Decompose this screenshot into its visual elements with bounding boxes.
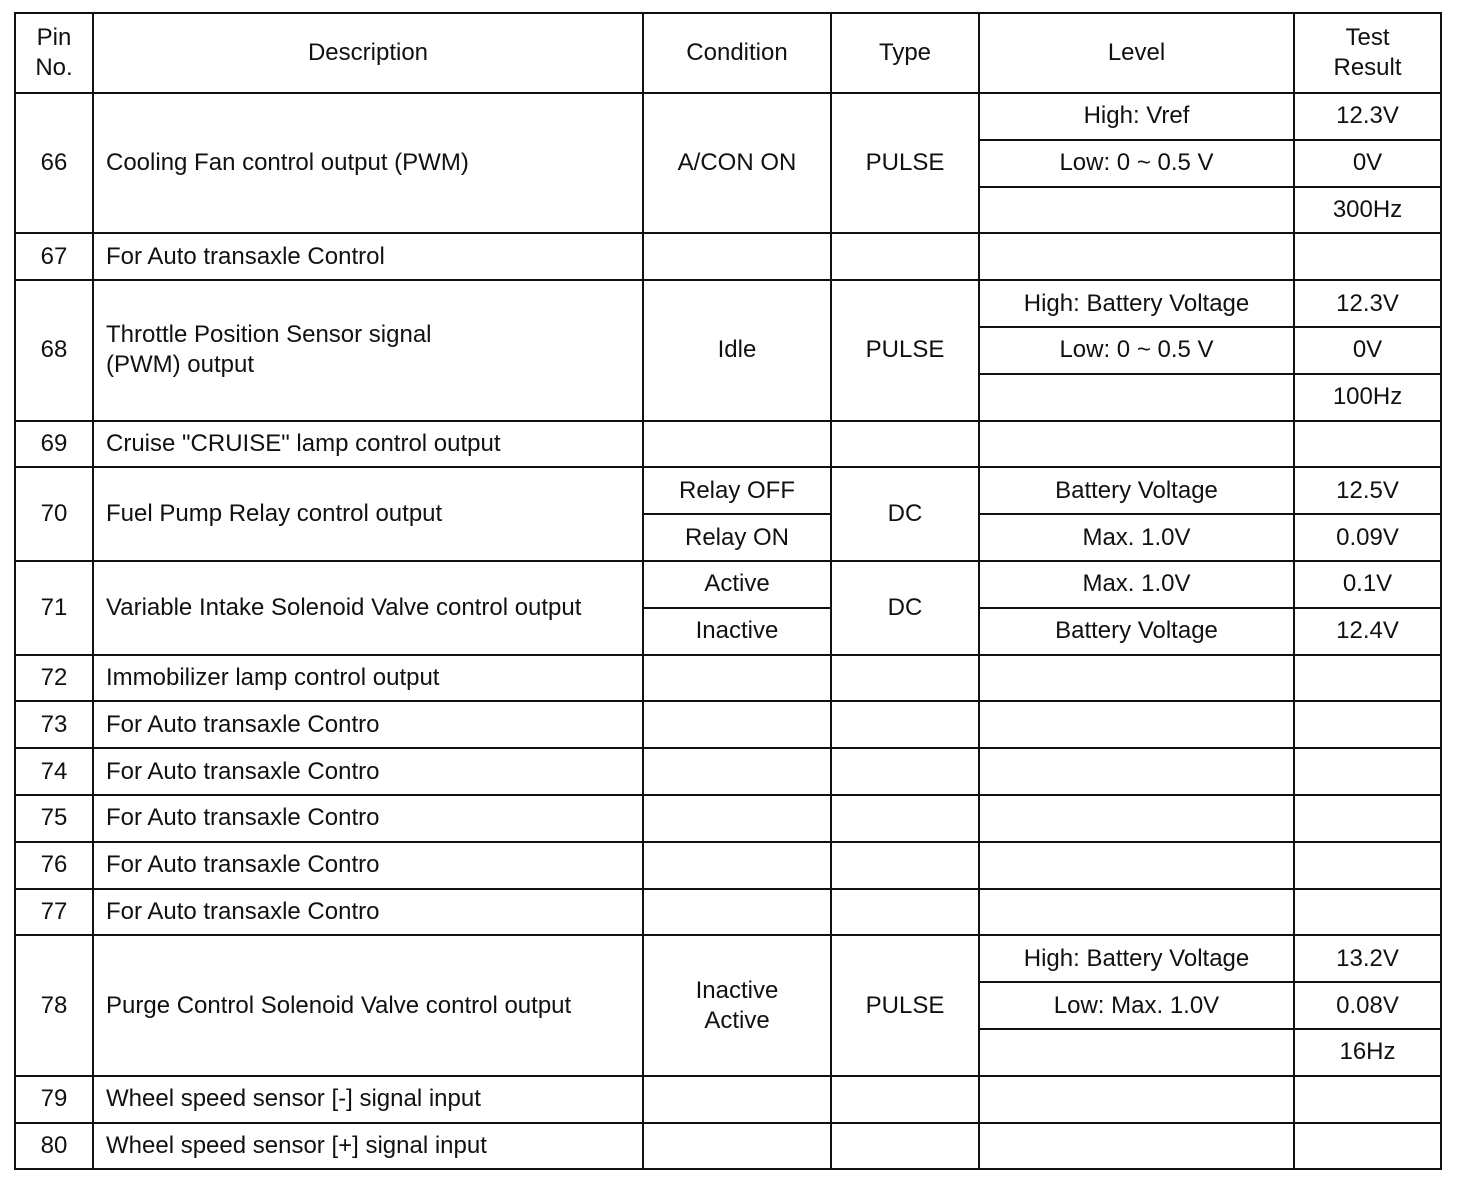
- type-cell: [831, 795, 979, 842]
- condition-cell: Inactive: [643, 608, 831, 655]
- level-cell: Max. 1.0V: [979, 514, 1294, 561]
- pin-number-cell: 70: [15, 467, 93, 561]
- header-pin: Pin No.: [15, 13, 93, 93]
- level-cell: [979, 795, 1294, 842]
- result-cell: [1294, 421, 1441, 468]
- result-cell: [1294, 1123, 1441, 1170]
- table-row: [15, 889, 1441, 936]
- condition-cell: Inactive Active: [643, 935, 831, 1075]
- result-cell: [1294, 748, 1441, 795]
- condition-cell: [643, 1123, 831, 1170]
- type-cell: PULSE: [831, 935, 979, 1075]
- description-line: Purge Control Solenoid Valve control output: [106, 991, 572, 1019]
- table-row: [15, 467, 1441, 514]
- type-cell: PULSE: [831, 93, 979, 233]
- header-type: Type: [831, 13, 979, 93]
- pin-number-cell: 66: [15, 93, 93, 233]
- description-cell: [93, 889, 643, 936]
- level-cell: High: Battery Voltage: [979, 280, 1294, 327]
- result-cell: 0.09V: [1294, 514, 1441, 561]
- pin-number-cell: 68: [15, 280, 93, 420]
- description-cell: [93, 561, 643, 655]
- description-line: Wheel speed sensor [+] signal input: [106, 1131, 487, 1159]
- table-row: [15, 655, 1441, 702]
- result-cell: 12.4V: [1294, 608, 1441, 655]
- result-cell: [1294, 795, 1441, 842]
- description-line: (PWM) output: [106, 351, 255, 379]
- condition-cell: Idle: [643, 280, 831, 420]
- description-line: Variable Intake Solenoid Valve control output: [106, 593, 582, 621]
- description-cell: [93, 935, 643, 1075]
- description-line: Fuel Pump Relay control output: [106, 500, 443, 528]
- pin-number-cell: 73: [15, 701, 93, 748]
- pin-number-cell: 67: [15, 233, 93, 280]
- description-cell: [93, 421, 643, 468]
- header-row: [15, 13, 1441, 93]
- table-row: [15, 421, 1441, 468]
- pin-number-cell: 72: [15, 655, 93, 702]
- description-cell: [93, 93, 643, 233]
- type-cell: [831, 1076, 979, 1123]
- pin-number-cell: 75: [15, 795, 93, 842]
- table-row: [15, 701, 1441, 748]
- description-cell: [93, 701, 643, 748]
- condition-cell: Relay OFF: [643, 467, 831, 514]
- condition-cell: [643, 1076, 831, 1123]
- level-cell: Battery Voltage: [979, 467, 1294, 514]
- condition-cell: [643, 655, 831, 702]
- table-row: [15, 93, 1441, 140]
- result-cell: 12.3V: [1294, 93, 1441, 140]
- result-cell: [1294, 1076, 1441, 1123]
- description-cell: [93, 280, 643, 420]
- description-line: Immobilizer lamp control output: [106, 663, 440, 691]
- pin-number-cell: 78: [15, 935, 93, 1075]
- type-cell: PULSE: [831, 280, 979, 420]
- description-cell: [93, 233, 643, 280]
- description-line: Cooling Fan control output (PWM): [106, 149, 469, 177]
- level-cell: [979, 1076, 1294, 1123]
- result-cell: [1294, 701, 1441, 748]
- description-line: Throttle Position Sensor signal: [106, 321, 432, 349]
- result-cell: 0.08V: [1294, 982, 1441, 1029]
- description-line: For Auto transaxle Contro: [106, 851, 380, 879]
- pin-number-cell: 69: [15, 421, 93, 468]
- condition-cell: [643, 842, 831, 889]
- result-cell: 12.5V: [1294, 467, 1441, 514]
- level-cell: Low: 0 ~ 0.5 V: [979, 327, 1294, 374]
- condition-cell: A/CON ON: [643, 93, 831, 233]
- level-cell: [979, 421, 1294, 468]
- result-cell: 0V: [1294, 140, 1441, 187]
- table-row: [15, 1123, 1441, 1170]
- result-cell: 16Hz: [1294, 1029, 1441, 1076]
- level-cell: High: Vref: [979, 93, 1294, 140]
- type-cell: [831, 889, 979, 936]
- description-cell: [93, 748, 643, 795]
- result-cell: [1294, 655, 1441, 702]
- type-cell: DC: [831, 561, 979, 655]
- level-cell: [979, 748, 1294, 795]
- level-cell: [979, 233, 1294, 280]
- level-cell: High: Battery Voltage: [979, 935, 1294, 982]
- description-line: Wheel speed sensor [-] signal input: [106, 1085, 481, 1113]
- description-line: For Auto transaxle Contro: [106, 804, 380, 832]
- condition-cell: Active: [643, 561, 831, 608]
- level-cell: Low: 0 ~ 0.5 V: [979, 140, 1294, 187]
- result-cell: 13.2V: [1294, 935, 1441, 982]
- header-description: Description: [93, 13, 643, 93]
- table-row: [15, 280, 1441, 327]
- level-cell: Battery Voltage: [979, 608, 1294, 655]
- condition-cell: Relay ON: [643, 514, 831, 561]
- table-row: [15, 748, 1441, 795]
- level-cell: [979, 1123, 1294, 1170]
- level-cell: [979, 655, 1294, 702]
- result-cell: [1294, 233, 1441, 280]
- pin-number-cell: 79: [15, 1076, 93, 1123]
- type-cell: [831, 701, 979, 748]
- type-cell: [831, 1123, 979, 1170]
- result-cell: 12.3V: [1294, 280, 1441, 327]
- level-cell: [979, 842, 1294, 889]
- pin-number-cell: 77: [15, 889, 93, 936]
- table-row: [15, 1076, 1441, 1123]
- description-cell: [93, 655, 643, 702]
- table-row: [15, 561, 1441, 608]
- level-cell: Max. 1.0V: [979, 561, 1294, 608]
- level-cell: [979, 374, 1294, 421]
- description-cell: [93, 842, 643, 889]
- header-level: Level: [979, 13, 1294, 93]
- description-line: For Auto transaxle Contro: [106, 710, 380, 738]
- level-cell: [979, 187, 1294, 234]
- type-cell: [831, 233, 979, 280]
- result-cell: 0.1V: [1294, 561, 1441, 608]
- result-cell: [1294, 842, 1441, 889]
- description-cell: [93, 467, 643, 561]
- table-row: [15, 233, 1441, 280]
- type-cell: DC: [831, 467, 979, 561]
- pin-table-container: [14, 12, 1442, 1170]
- table-row: [15, 935, 1441, 982]
- condition-cell: [643, 748, 831, 795]
- table-row: [15, 842, 1441, 889]
- condition-cell: [643, 889, 831, 936]
- pin-table: [14, 12, 1442, 1170]
- table-body: [15, 93, 1441, 1169]
- level-cell: [979, 1029, 1294, 1076]
- condition-cell: [643, 701, 831, 748]
- condition-cell: [643, 233, 831, 280]
- type-cell: [831, 421, 979, 468]
- description-cell: [93, 1123, 643, 1170]
- pin-number-cell: 76: [15, 842, 93, 889]
- header-result: Test Result: [1294, 13, 1441, 93]
- condition-cell: [643, 795, 831, 842]
- result-cell: 0V: [1294, 327, 1441, 374]
- header-condition: Condition: [643, 13, 831, 93]
- level-cell: Low: Max. 1.0V: [979, 982, 1294, 1029]
- description-line: For Auto transaxle Contro: [106, 897, 380, 925]
- type-cell: [831, 842, 979, 889]
- level-cell: [979, 701, 1294, 748]
- result-cell: 300Hz: [1294, 187, 1441, 234]
- type-cell: [831, 655, 979, 702]
- type-cell: [831, 748, 979, 795]
- pin-number-cell: 71: [15, 561, 93, 655]
- description-cell: [93, 1076, 643, 1123]
- description-cell: [93, 795, 643, 842]
- description-line: For Auto transaxle Contro: [106, 757, 380, 785]
- level-cell: [979, 889, 1294, 936]
- condition-cell: [643, 421, 831, 468]
- result-cell: 100Hz: [1294, 374, 1441, 421]
- table-row: [15, 795, 1441, 842]
- result-cell: [1294, 889, 1441, 936]
- pin-number-cell: 80: [15, 1123, 93, 1170]
- description-line: For Auto transaxle Control: [106, 242, 385, 270]
- pin-number-cell: 74: [15, 748, 93, 795]
- description-line: Cruise "CRUISE" lamp control output: [106, 429, 501, 457]
